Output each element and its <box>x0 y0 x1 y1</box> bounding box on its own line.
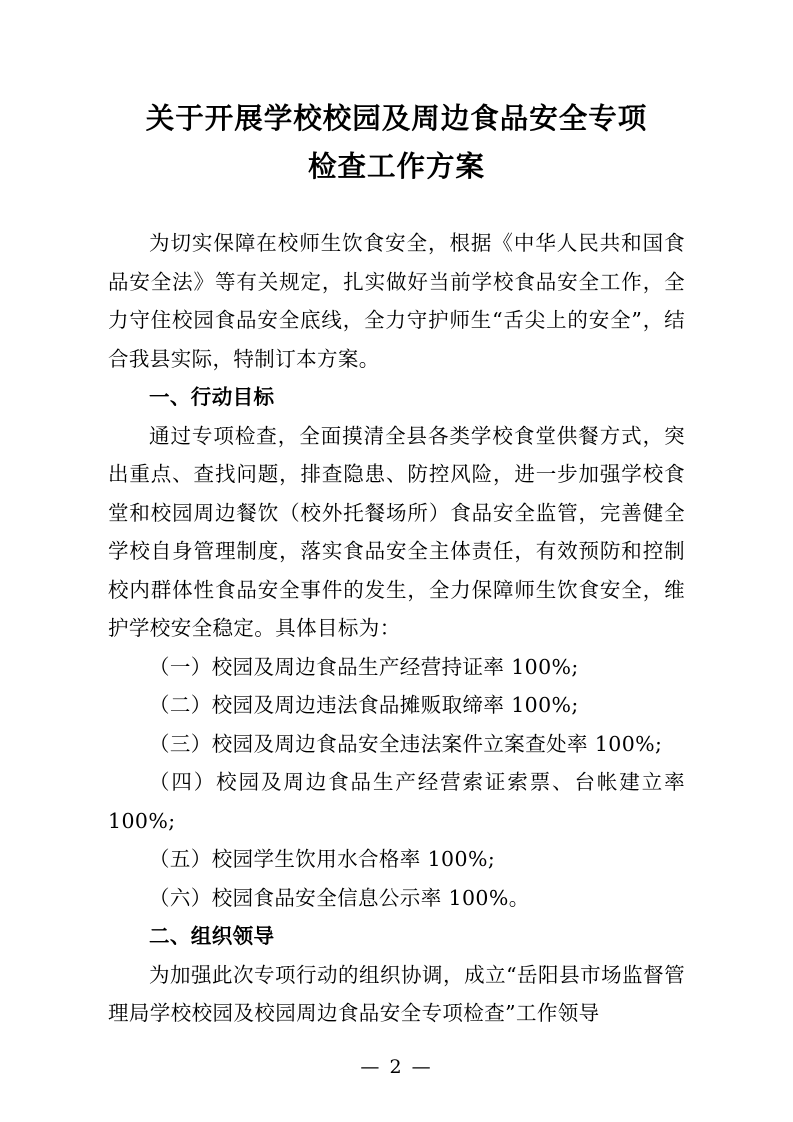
list-item-goal-3: （三）校园及周边食品安全违法案件立案查处率 100%; <box>149 731 663 756</box>
page-title-line-1: 关于开展学校校园及周边食品安全专项 <box>145 101 648 135</box>
document-body <box>108 224 685 1033</box>
paragraph-organization-body: 为加强此次专项行动的组织协调，成立“岳阳县市场监督管理局学校校园及校园周边食品安全专项检查”工作领导 <box>108 962 685 1025</box>
page-title <box>108 76 685 190</box>
page-title-line-2: 检查工作方案 <box>307 149 485 183</box>
list-item-goal-1: （一）校园及周边食品生产经营持证率 100%; <box>149 654 579 679</box>
list-item-goal-5: （五）校园学生饮用水合格率 100%; <box>149 847 496 871</box>
list-item-goal-6: （六）校园食品安全信息公示率 100%。 <box>149 885 530 910</box>
list-item-goal-4: （四）校园及周边食品生产经营索证索票、台帐建立率 100%; <box>108 770 685 833</box>
section-heading-organization: 二、组织领导 <box>149 924 275 948</box>
paragraph-goals-body: 通过专项检查，全面摸清全县各类学校食堂供餐方式，突出重点、查找问题，排查隐患、防控风险，进一步加强学校食堂和校园周边餐饮（校外托餐场所）食品安全监管，完善健全学校自身管理制度，落实食品安全主体责任，有效预防和控制校内群体性食品安全事件的发生，全力保障师生饮食安全，维护学校安全稳定。具体目标为： <box>108 423 685 640</box>
list-item-goal-2: （二）校园及周边违法食品摊贩取缔率 100%; <box>149 693 579 717</box>
page-number: — 2 — <box>360 1056 433 1078</box>
section-heading-goals: 一、行动目标 <box>149 385 275 409</box>
paragraph-intro: 为切实保障在校师生饮食安全，根据《中华人民共和国食品安全法》等有关规定，扎实做好当前学校食品安全工作，全力守住校园食品安全底线，全力守护师生“舌尖上的安全”，结合我县实际，特制订本方案。 <box>108 231 685 371</box>
